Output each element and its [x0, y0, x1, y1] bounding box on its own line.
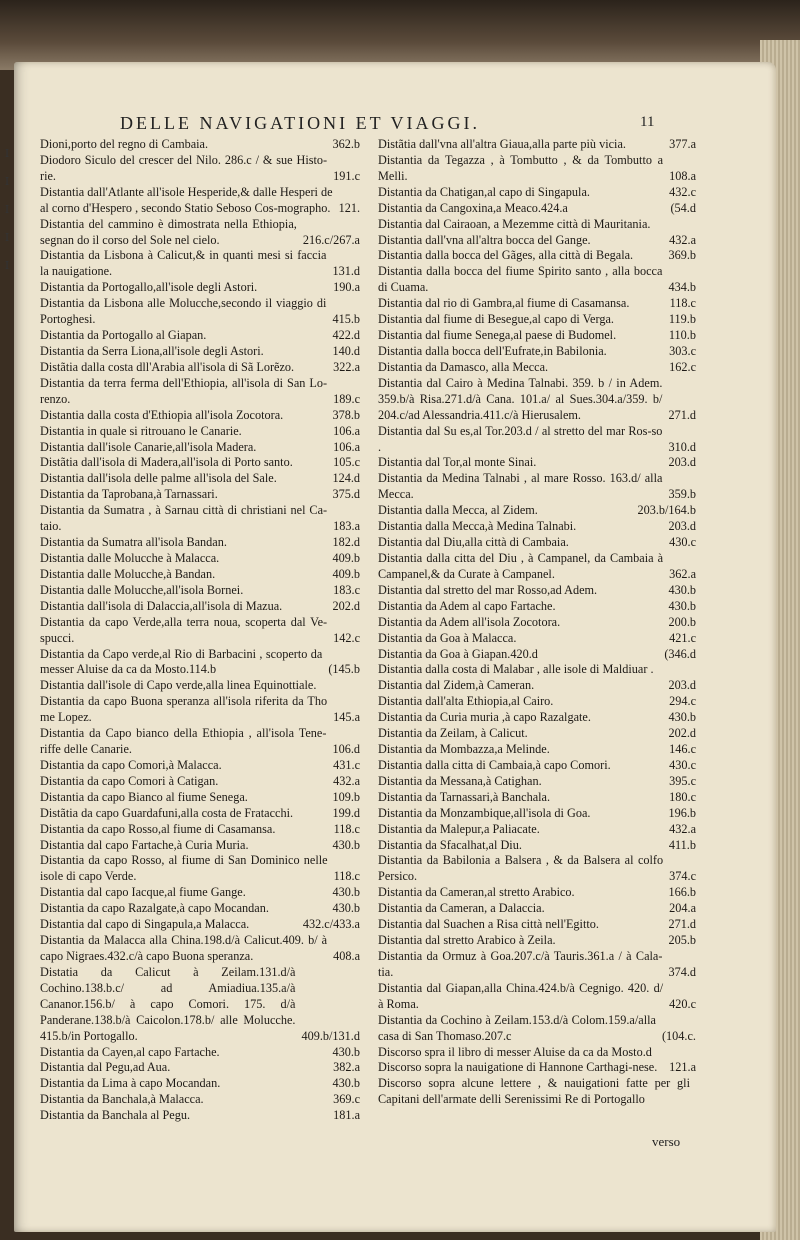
margin-letter: I	[4, 203, 10, 216]
index-entry	[378, 901, 696, 917]
entry-text: Distantia da Capo verde,al Rio di Barbacini , scoperto da messer Aluise da ca da Mosto.114.b	[40, 646, 323, 677]
entry-reference: (54.d	[670, 200, 696, 215]
index-entry	[378, 248, 696, 264]
entry-reference: 189.c	[333, 391, 360, 406]
entry-text: Distantia dal fiume Senega,al paese di Budomel.	[378, 328, 617, 343]
entry-text: Discorso spra il libro di messer Aluise da ca da Mosto.d	[378, 1044, 652, 1059]
index-entry	[378, 631, 696, 647]
entry-text: Distantia in quale si ritrouano le Canarie.	[40, 423, 242, 438]
entry-reference: 205.b	[668, 933, 696, 948]
index-entry	[40, 599, 360, 615]
index-entry	[40, 376, 360, 408]
entry-text: Distantia dalla citta di Cambaia,à capo Comori.	[378, 757, 611, 772]
entry-reference: 182.d	[332, 535, 360, 550]
index-column-right	[378, 137, 696, 1108]
page-number: 11	[640, 114, 655, 130]
entry-reference: 124.d	[332, 471, 360, 486]
index-entry	[378, 264, 696, 296]
entry-reference: 105.c	[333, 455, 360, 470]
entry-reference: 432.c/433.a	[302, 917, 360, 932]
index-entry	[378, 599, 696, 615]
entry-reference: 119.b	[668, 312, 696, 327]
entry-reference: 420.c	[669, 996, 696, 1011]
index-entry	[40, 806, 360, 822]
entry-text: Dioni,porto del regno di Cambaia.	[40, 137, 209, 151]
entry-reference: 145.a	[333, 710, 360, 725]
entry-text: Distantia da Cameran,al stretto Arabico.	[378, 885, 575, 900]
entry-text: Distantia da Curia muria ,à capo Razalgate.	[378, 710, 591, 725]
index-entry	[378, 615, 696, 631]
entry-reference: 109.b	[332, 789, 360, 804]
entry-text: Discorso sopra alcune lettere , & nauigationi fatte per gli Capitani dell'armate delli Serenissimi Re di Portogallo	[378, 1076, 690, 1107]
index-entry	[40, 1045, 360, 1061]
index-entry	[40, 487, 360, 503]
entry-reference: 362.a	[669, 566, 696, 581]
index-entry	[378, 535, 696, 551]
index-entry	[378, 137, 696, 153]
index-entry	[40, 1076, 360, 1092]
entry-reference: 303.c	[669, 343, 696, 358]
index-entry	[40, 153, 360, 185]
index-entry	[40, 774, 360, 790]
entry-text: Distantia da Mombazza,a Melinde.	[378, 742, 550, 757]
index-entry	[378, 376, 696, 424]
entry-text: Distatia da Calicut à Zeilam.131.d/à Cochino.138.b.c/ ad Amiadiua.135.a/à Cananor.156.b/ à capo Comori. 175. d/à Panderane.138.b/à Caicolon.178.b/ alle Molucche. 415.b/in Portogallo.	[40, 964, 296, 1043]
entry-reference: 430.b	[332, 1076, 360, 1091]
index-entry	[378, 647, 696, 663]
entry-reference: 434.b	[668, 280, 696, 295]
entry-text: Distantia dal rio di Gambra,al fiume di Casamansa.	[378, 296, 630, 311]
index-entry	[40, 440, 360, 456]
entry-text: Distantia da Sumatra , à Sarnau città di christiani nel Ca-taio.	[40, 503, 328, 534]
entry-text: Distantia da Lima à capo Mocandan.	[40, 1076, 221, 1091]
running-header: DELLE NAVIGATIONI ET VIAGGI.	[120, 113, 480, 133]
entry-reference: 378.b	[332, 407, 360, 422]
entry-text: Distantia da terra ferma dell'Ethiopia, all'isola di San Lo-renzo.	[40, 375, 328, 406]
margin-letter: I	[4, 147, 10, 160]
index-entry	[378, 838, 696, 854]
entry-text: Distantia dal capo Iacque,al fiume Gange.	[40, 885, 246, 900]
book-top-edge	[0, 0, 800, 70]
entry-text: Distantia da Lisbona à Calicut,& in quanti mesi si faccia la nauigatione.	[40, 248, 327, 279]
entry-text: Distantia dall'isola delle palme all'isola del Sale.	[40, 471, 277, 486]
entry-text: Distantia del cammino è dimostrata nella Ethiopia, segnan do il corso del Sole nel cielo.	[40, 216, 297, 247]
entry-reference: 108.a	[669, 168, 696, 183]
entry-reference: 395.c	[669, 773, 696, 788]
index-entry	[378, 1045, 696, 1061]
entry-reference: 409.b	[332, 550, 360, 565]
index-entry	[378, 344, 696, 360]
index-entry	[40, 965, 360, 1045]
index-entry	[378, 806, 696, 822]
index-entry	[40, 726, 360, 758]
entry-text: Distantia da Zeilam, à Calicut.	[378, 726, 528, 741]
entry-reference: 140.d	[332, 343, 360, 358]
index-entry	[378, 917, 696, 933]
index-entry	[378, 519, 696, 535]
entry-text: Distantia dalla Mecca,à Medina Talnabi.	[378, 519, 577, 534]
entry-text: Distantia da Capo bianco della Ethiopia , all'isola Tene-riffe delle Canarie.	[40, 726, 327, 757]
index-entry	[40, 647, 360, 679]
index-entry	[378, 853, 696, 885]
index-entry	[378, 726, 696, 742]
index-entry	[378, 455, 696, 471]
index-entry	[378, 312, 696, 328]
entry-reference: 369.c	[333, 1092, 360, 1107]
entry-text: Distantia da Ormuz à Goa.207.c/à Tauris.361.a / à Cala-tia.	[378, 949, 663, 979]
entry-reference: 432.a	[333, 773, 360, 788]
entry-text: Distantia da Cayen,al capo Fartache.	[40, 1044, 220, 1059]
entry-reference: 146.c	[669, 742, 696, 757]
entry-reference: 204.a	[669, 901, 696, 916]
index-entry	[378, 1076, 696, 1108]
entry-text: Distantia dalla bocca del Gãges, alla città di Begala.	[378, 248, 634, 263]
entry-reference: 430.b	[332, 901, 360, 916]
entry-text: Distantia da Serra Liona,all'isole degli Astori.	[40, 343, 264, 358]
entry-text: Distantia dalle Molucche,à Bandan.	[40, 566, 216, 581]
entry-text: Distantia dalle Molucche à Malacca.	[40, 550, 220, 565]
entry-reference: 110.b	[668, 328, 696, 343]
entry-text: Distantia dal stretto Arabico à Zeila.	[378, 933, 556, 948]
index-entry	[378, 933, 696, 949]
index-entry	[40, 280, 360, 296]
entry-text: Distantia da Tarnassari,à Banchala.	[378, 789, 551, 804]
index-entry	[40, 471, 360, 487]
entry-text: Distantia dall'alta Ethiopia,al Cairo.	[378, 694, 554, 709]
entry-text: Distantia dall'isole di Capo verde,alla linea Equinottiale.	[40, 678, 317, 693]
entry-text: Distantia da Banchala al Pegu.	[40, 1108, 191, 1123]
index-entry	[40, 185, 360, 217]
left-margin-letters	[0, 140, 14, 400]
entry-text: Discorso sopra la nauigatione di Hannone Carthagi-nese.	[378, 1060, 658, 1075]
entry-reference: 430.b	[668, 598, 696, 613]
entry-reference: 271.d	[668, 917, 696, 932]
index-entry	[40, 248, 360, 280]
entry-reference: 369.b	[668, 248, 696, 263]
index-entry	[40, 567, 360, 583]
entry-text: Distantia da Damasco, alla Mecca.	[378, 359, 549, 374]
entry-text: Distantia dall'Atlante all'isole Hesperide,& dalle Hesperi de al corno d'Hespero , secondo Statio Seboso Cos-mographo.	[40, 184, 333, 215]
entry-text: Distãtia dall'isola di Madera,all'isola di Porto santo.	[40, 455, 293, 470]
entry-text: Distantia dal Pegu,ad Aua.	[40, 1060, 171, 1075]
entry-text: Distantia da capo Comori à Catigan.	[40, 773, 219, 788]
index-entry	[40, 933, 360, 965]
entry-text: Distantia da Lisbona alle Molucche,secondo il viaggio di Portoghesi.	[40, 296, 327, 327]
index-entry	[378, 424, 696, 456]
entry-reference: 216.c/267.a	[302, 232, 360, 247]
entry-text: Distantia dal Cairaoan, a Mezemme città di Mauritania.	[378, 216, 651, 231]
index-entry	[378, 503, 696, 519]
entry-text: Distantia dall'vna all'altra bocca del Gange.	[378, 232, 591, 247]
index-entry	[378, 710, 696, 726]
entry-text: Distantia dalla bocca dell'Eufrate,in Babilonia.	[378, 343, 607, 358]
index-entry	[378, 662, 696, 678]
entry-reference: 415.b	[332, 312, 360, 327]
entry-text: Distantia dal Su es,al Tor.203.d / al stretto del mar Ros-so .	[378, 423, 663, 454]
entry-reference: 203.b/164.b	[637, 503, 696, 518]
entry-reference: 430.b	[332, 837, 360, 852]
index-entry	[378, 774, 696, 790]
index-entry	[40, 838, 360, 854]
entry-reference: 142.c	[333, 630, 360, 645]
entry-reference: 191.c	[333, 168, 360, 183]
entry-text: Distantia da Monzambique,all'isola di Goa.	[378, 805, 591, 820]
entry-text: Distantia da Tegazza , à Tombutto , & da Tombutto a Melli.	[378, 152, 664, 183]
index-entry	[378, 551, 696, 583]
index-entry	[378, 790, 696, 806]
entry-text: Distantia da Babilonia a Balsera , & da Balsera al colfo Persico.	[378, 853, 664, 884]
entry-text: Distantia dal capo di Singapula,a Malacca.	[40, 917, 250, 932]
entry-reference: 203.d	[668, 678, 696, 693]
entry-reference: 190.a	[333, 280, 360, 295]
entry-text: Distantia dalla bocca del fiume Spirito santo , alla bocca di Cuama.	[378, 264, 663, 295]
entry-text: Distantia dalla Mecca, al Zidem.	[378, 503, 538, 518]
entry-reference: 430.b	[668, 710, 696, 725]
entry-reference: 432.a	[669, 821, 696, 836]
entry-text: Distantia da Cangoxina,a Meaco.424.a	[378, 200, 568, 215]
entry-reference: (104.c.	[661, 1028, 696, 1043]
entry-reference: 310.d	[668, 439, 696, 454]
entry-reference: 382.a	[333, 1060, 360, 1075]
entry-reference: 374.d	[668, 964, 696, 979]
index-entry	[378, 583, 696, 599]
entry-reference: 377.a	[669, 137, 696, 151]
index-entry	[40, 217, 360, 249]
entry-reference: (346.d	[664, 646, 696, 661]
entry-reference: 409.b	[332, 566, 360, 581]
index-entry	[378, 694, 696, 710]
catchword: verso	[652, 1134, 681, 1149]
entry-text: Distantia da Medina Talnabi , al mare Rosso. 163.d/ alla Mecca.	[378, 471, 663, 502]
entry-text: Distantia da capo Buona speranza all'isola riferita da Tho me Lopez.	[40, 694, 328, 725]
index-entry	[40, 1108, 360, 1124]
index-entry	[378, 742, 696, 758]
entry-reference: 196.b	[668, 805, 696, 820]
entry-reference: 422.d	[332, 328, 360, 343]
index-entry	[378, 981, 696, 1013]
entry-text: Distantia da Taprobana,à Tarnassari.	[40, 487, 218, 502]
entry-text: Distantia da Malepur,a Paliacate.	[378, 821, 540, 836]
index-entry	[40, 551, 360, 567]
entry-text: Distantia da capo Comori,à Malacca.	[40, 757, 222, 772]
index-entry	[40, 408, 360, 424]
index-entry	[40, 296, 360, 328]
entry-reference: 106.a	[333, 439, 360, 454]
index-entry	[40, 137, 360, 153]
index-entry	[378, 360, 696, 376]
entry-reference: 183.c	[333, 582, 360, 597]
entry-text: Distantia da capo Rosso,al fiume di Casamansa.	[40, 821, 276, 836]
entry-text: Distantia da Sumatra all'isola Bandan.	[40, 535, 227, 550]
entry-text: Distantia da Cameran, a Dalaccia.	[378, 901, 545, 916]
entry-reference: 408.a	[333, 949, 360, 964]
entry-reference: 430.b	[668, 582, 696, 597]
entry-reference: 181.a	[333, 1108, 360, 1123]
entry-text: Distantia da Goa à Malacca.	[378, 630, 517, 645]
index-entry	[40, 678, 360, 694]
margin-letter: I	[4, 231, 10, 244]
index-entry	[378, 201, 696, 217]
entry-reference: 430.c	[669, 535, 696, 550]
entry-text: Distantia da Sfacalhat,al Diu.	[378, 837, 522, 852]
entry-reference: 131.d	[332, 264, 360, 279]
entry-reference: 362.b	[332, 137, 360, 151]
index-entry	[40, 822, 360, 838]
index-entry	[378, 296, 696, 312]
index-column-left	[40, 137, 360, 1124]
entry-text: Distantia da capo Rosso, al fiume di San Dominico nelle isole di capo Verde.	[40, 853, 328, 884]
entry-text: Distantia da Banchala,à Malacca.	[40, 1092, 204, 1107]
entry-text: Distantia dalle Molucche,all'isola Bornei.	[40, 582, 244, 597]
index-entry	[378, 328, 696, 344]
index-entry	[40, 455, 360, 471]
entry-reference: 202.d	[668, 726, 696, 741]
index-entry	[40, 535, 360, 551]
index-entry	[40, 328, 360, 344]
entry-text: Distãtia dall'vna all'altra Giaua,alla parte più vicia.	[378, 137, 626, 151]
entry-text: Distantia dal Tor,al monte Sinai.	[378, 455, 537, 470]
entry-text: Distãtia da capo Guardafuni,alla costa de Fratacchi.	[40, 805, 294, 820]
entry-reference: 118.c	[333, 821, 360, 836]
entry-text: Distantia dall'isola di Dalaccia,all'isola di Mazua.	[40, 598, 283, 613]
entry-reference: 106.d	[332, 742, 360, 757]
index-entry	[40, 885, 360, 901]
entry-reference: 375.d	[332, 487, 360, 502]
entry-text: Distantia dalla costa di Malabar , alle isole di Maldiuar .	[378, 662, 654, 677]
entry-reference: 322.a	[333, 359, 360, 374]
entry-text: Distantia dalla costa d'Ethiopia all'isola Zocotora.	[40, 407, 284, 422]
index-entry	[378, 949, 696, 981]
entry-text: Distantia dall'isole Canarie,all'isola Madera.	[40, 439, 257, 454]
index-entry	[40, 694, 360, 726]
entry-text: Distantia da Portogallo al Giapan.	[40, 328, 207, 343]
index-entry	[40, 424, 360, 440]
index-entry	[40, 758, 360, 774]
index-entry	[40, 790, 360, 806]
entry-reference: 294.c	[669, 694, 696, 709]
entry-reference: 162.c	[669, 359, 696, 374]
entry-text: Distantia dal Cairo à Medina Talnabi. 359. b / in Adem. 359.b/à Risa.271.d/à Cana. 101.a/ al Sues.304.a/359. b/ 204.c/ad Alessandria.411.c/à Hierusalem.	[378, 375, 663, 422]
margin-letter: I	[4, 175, 10, 188]
entry-reference: (145.b	[328, 662, 360, 677]
entry-reference: 421.c	[669, 630, 696, 645]
entry-reference: 430.b	[332, 1044, 360, 1059]
entry-reference: 166.b	[668, 885, 696, 900]
entry-reference: 183.a	[333, 519, 360, 534]
entry-text: Distantia da Messana,à Catighan.	[378, 773, 542, 788]
entry-text: Distantia dal Zidem,à Cameran.	[378, 678, 535, 693]
entry-text: Distantia dalla citta del Diu , à Campanel, da Cambaia à Campanel,& da Curate à Campanel.	[378, 550, 664, 581]
index-entry	[378, 885, 696, 901]
entry-text: Distantia dal Giapan,alla China.424.b/à Cegnigo. 420. d/ à Roma.	[378, 980, 664, 1011]
index-entry	[378, 822, 696, 838]
entry-reference: 199.d	[332, 805, 360, 820]
entry-reference: 203.d	[668, 519, 696, 534]
index-entry	[378, 471, 696, 503]
entry-reference: 203.d	[668, 455, 696, 470]
index-entry	[378, 217, 696, 233]
entry-text: Distãtia dalla costa dll'Arabia all'isola di Sã Lorẽzo.	[40, 359, 295, 374]
entry-reference: 121.	[338, 200, 360, 215]
entry-text: Distantia da Goa à Giapan.420.d	[378, 646, 538, 661]
index-entry	[378, 758, 696, 774]
entry-text: Diodoro Siculo del crescer del Nilo. 286.c / & sue Histo-rie.	[40, 152, 328, 183]
entry-reference: 180.c	[669, 789, 696, 804]
index-entry	[40, 615, 360, 647]
margin-letter: I	[4, 259, 10, 272]
index-entry	[378, 678, 696, 694]
index-entry	[40, 344, 360, 360]
entry-reference: 432.a	[669, 232, 696, 247]
entry-reference: 432.c	[669, 184, 696, 199]
entry-reference: 430.c	[669, 757, 696, 772]
entry-text: Distantia dal capo Fartache,à Curia Muria.	[40, 837, 249, 852]
index-entry	[40, 901, 360, 917]
entry-text: Distantia da Cochino à Zeilam.153.d/à Colom.159.a/alla casa di San Thomaso.207.c	[378, 1012, 656, 1043]
entry-reference: 359.b	[668, 487, 696, 502]
index-entry	[378, 185, 696, 201]
entry-text: Distantia dal Suachen a Risa città nell'Egitto.	[378, 917, 599, 932]
index-entry	[378, 153, 696, 185]
index-entry	[378, 233, 696, 249]
entry-text: Distantia da Portogallo,all'isole degli Astori.	[40, 280, 258, 295]
entry-text: Distantia da Adem al capo Fartache.	[378, 598, 556, 613]
entry-reference: 271.d	[668, 407, 696, 422]
entry-reference: 200.b	[668, 614, 696, 629]
entry-reference: 411.b	[668, 837, 696, 852]
entry-text: Distantia dal fiume di Besegue,al capo di Verga.	[378, 312, 614, 327]
entry-reference: 118.c	[333, 869, 360, 884]
index-entry	[378, 1060, 696, 1076]
entry-reference: 430.b	[332, 885, 360, 900]
entry-reference: 106.a	[333, 423, 360, 438]
index-entry	[40, 503, 360, 535]
index-entry	[40, 1060, 360, 1076]
index-entry	[40, 360, 360, 376]
entry-text: Distantia da capo Verde,alla terra noua, scoperta dal Ve-spucci.	[40, 614, 328, 645]
entry-reference: 118.c	[669, 296, 696, 311]
entry-text: Distantia da capo Bianco al fiume Senega.	[40, 789, 248, 804]
entry-reference: 409.b/131.d	[301, 1028, 360, 1043]
index-entry	[40, 917, 360, 933]
index-entry	[40, 583, 360, 599]
index-entry	[378, 1013, 696, 1045]
entry-text: Distantia dal Diu,alla città di Cambaia.	[378, 535, 569, 550]
entry-reference: 202.d	[332, 598, 360, 613]
entry-reference: 374.c	[669, 869, 696, 884]
entry-text: Distantia da capo Razalgate,à capo Mocandan.	[40, 901, 269, 916]
entry-reference: 121.a	[669, 1060, 696, 1075]
entry-text: Distantia dal stretto del mar Rosso,ad Adem.	[378, 582, 598, 597]
index-entry	[40, 1092, 360, 1108]
entry-text: Distantia da Adem all'isola Zocotora.	[378, 614, 561, 629]
entry-text: Distantia da Chatigan,al capo di Singapula.	[378, 184, 590, 199]
entry-text: Distantia da Malacca alla China.198.d/à Calicut.409. b/ à capo Nigraes.432.c/à capo Buona speranza.	[40, 933, 328, 964]
index-entry	[40, 853, 360, 885]
entry-reference: 431.c	[333, 757, 360, 772]
